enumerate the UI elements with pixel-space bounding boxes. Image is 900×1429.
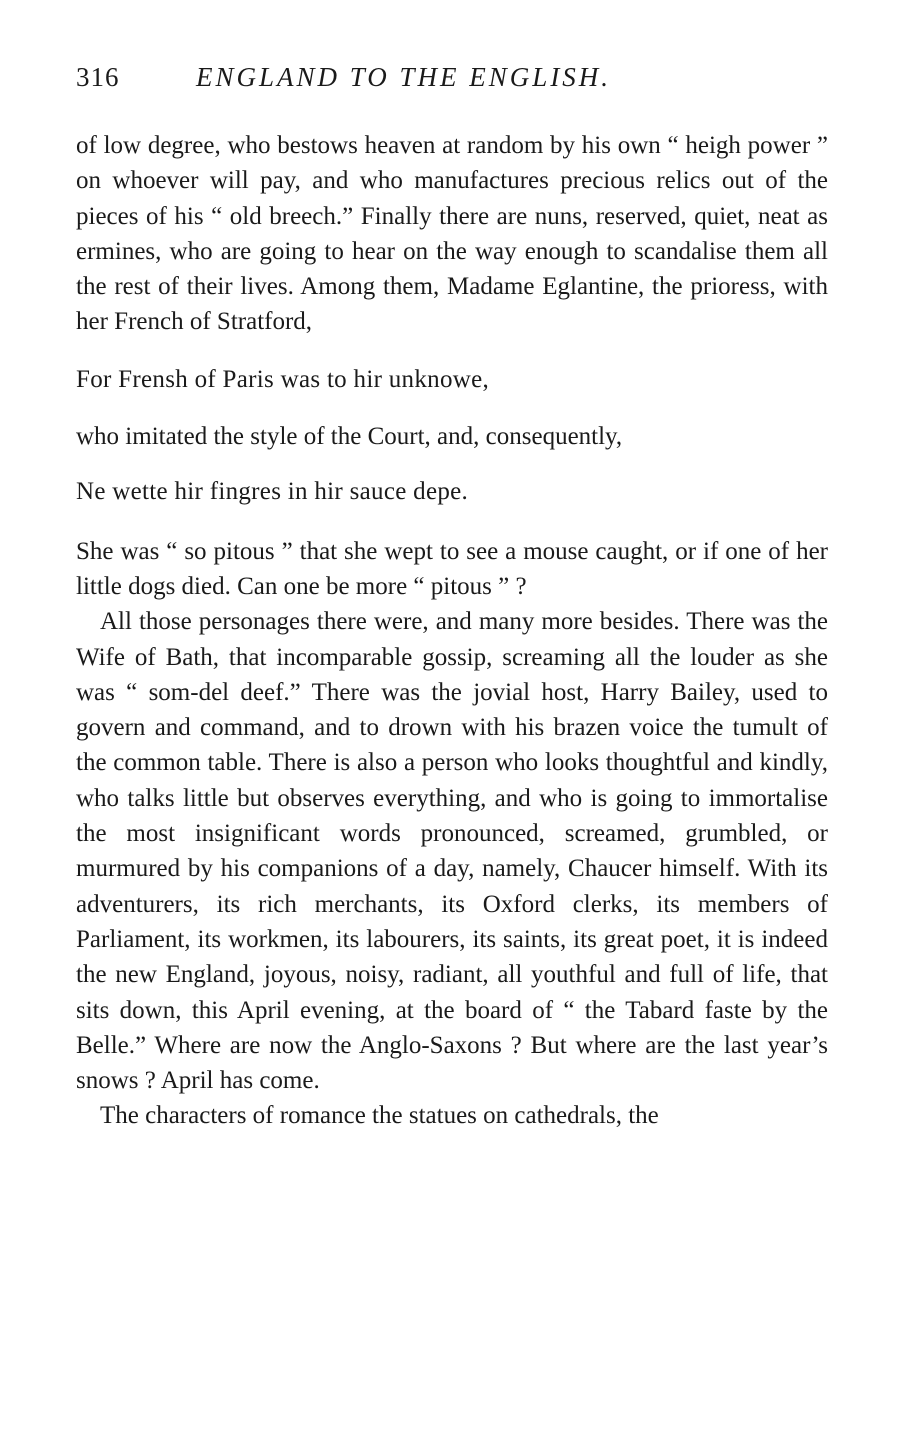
- page-header: [76, 62, 828, 102]
- paragraph-4: All those personages there were, and many more besides. There was the Wife of Bath, that incomparable gossip, screaming all the louder as she was “ som-del deef.” There was the jovial host, Harry Bailey, used to govern and command, and to drown with his brazen voice the tumult of the common table. There is also a person who looks thoughtful and kindly, who talks little but observes everything, and who is going to immortalise the most insignificant words pronounced, screamed, grumbled, or murmured by his companions of a day, namely, Chaucer himself. With its adventurers, its rich merchants, its Oxford clerks, its members of Parliament, its workmen, its labourers, its saints, its great poet, it is indeed the new England, joyous, noisy, radiant, all youthful and full of life, that sits down, this April evening, at the board of “ the Tabard faste by the Belle.” Where are now the Anglo-Saxons ? But where are the last year’s snows ? April has come.: [76, 608, 828, 1095]
- verse-quote-1: For Frensh of Paris was to hir unknowe,: [76, 365, 490, 393]
- paragraph-3: She was “ so pitous ” that she wept to see a mouse caught, or if one of her little dogs died. Can one be more “ pitous ” ?: [76, 537, 828, 600]
- verse-quote-2: Ne wette hir fingres in hir sauce depe.: [76, 478, 469, 506]
- paragraph-1: of low degree, who bestows heaven at random by his own “ heigh power ” on whoever will pay, and who manufactures precious relics out of the pieces of his “ old breech.” Finally there are nuns, reserved, quiet, neat as ermines, who are going to hear on the way enough to scandalise them all the rest of their lives. Among them, Madame Eglantine, the prioress, with her French of Stratford,: [76, 132, 828, 336]
- paragraph-2: who imitated the style of the Court, and, consequently,: [76, 423, 623, 451]
- body-text: [76, 128, 828, 1134]
- paragraph-5: The characters of romance the statues on cathedrals, the: [100, 1102, 659, 1130]
- book-page: [76, 62, 828, 1134]
- page-number: 316: [76, 62, 120, 92]
- running-head: ENGLAND TO THE ENGLISH.: [196, 62, 612, 92]
